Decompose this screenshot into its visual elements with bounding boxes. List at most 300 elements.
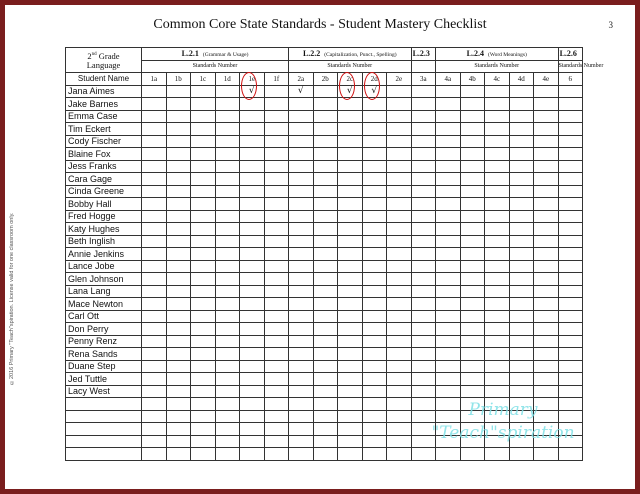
mastery-cell-2a[interactable]: [289, 223, 314, 236]
mastery-cell-1c[interactable]: [191, 323, 216, 336]
mastery-cell-3a[interactable]: [411, 310, 436, 323]
mastery-cell-3a[interactable]: [411, 198, 436, 211]
mastery-cell-4e[interactable]: [534, 435, 559, 448]
mastery-cell-1f[interactable]: [264, 285, 289, 298]
mastery-cell-1d[interactable]: [215, 160, 240, 173]
mastery-cell-6[interactable]: [558, 148, 583, 161]
mastery-cell-6[interactable]: [558, 185, 583, 198]
mastery-cell-4b[interactable]: [460, 423, 485, 436]
mastery-cell-4a[interactable]: [436, 160, 461, 173]
mastery-cell-1f[interactable]: [264, 210, 289, 223]
mastery-cell-1d[interactable]: [215, 448, 240, 461]
mastery-cell-2d[interactable]: [362, 98, 387, 111]
mastery-cell-4c[interactable]: [485, 98, 510, 111]
mastery-cell-1e[interactable]: [240, 448, 265, 461]
mastery-cell-1b[interactable]: [166, 398, 191, 411]
mastery-cell-6[interactable]: [558, 210, 583, 223]
mastery-cell-2a[interactable]: [289, 435, 314, 448]
mastery-cell-1c[interactable]: [191, 110, 216, 123]
mastery-cell-1f[interactable]: [264, 360, 289, 373]
mastery-cell-2a[interactable]: [289, 273, 314, 286]
mastery-cell-2d[interactable]: [362, 210, 387, 223]
mastery-cell-4a[interactable]: [436, 323, 461, 336]
mastery-cell-6[interactable]: [558, 273, 583, 286]
mastery-cell-4a[interactable]: [436, 373, 461, 386]
mastery-cell-1d[interactable]: [215, 248, 240, 261]
mastery-cell-1e[interactable]: [240, 360, 265, 373]
mastery-cell-1f[interactable]: [264, 335, 289, 348]
mastery-cell-4b[interactable]: [460, 335, 485, 348]
mastery-cell-2c[interactable]: [338, 448, 363, 461]
mastery-cell-1e[interactable]: [240, 373, 265, 386]
mastery-cell-4c[interactable]: [485, 135, 510, 148]
mastery-cell-4e[interactable]: [534, 85, 559, 98]
mastery-cell-4c[interactable]: [485, 198, 510, 211]
mastery-cell-1b[interactable]: [166, 448, 191, 461]
mastery-cell-1e[interactable]: [240, 210, 265, 223]
mastery-cell-6[interactable]: [558, 410, 583, 423]
mastery-cell-1a[interactable]: [142, 223, 167, 236]
mastery-cell-6[interactable]: [558, 298, 583, 311]
mastery-cell-1d[interactable]: [215, 423, 240, 436]
mastery-cell-2d[interactable]: [362, 273, 387, 286]
mastery-cell-1e[interactable]: [240, 160, 265, 173]
mastery-cell-4c[interactable]: [485, 360, 510, 373]
mastery-cell-2d[interactable]: [362, 435, 387, 448]
mastery-cell-2b[interactable]: [313, 335, 338, 348]
mastery-cell-4b[interactable]: [460, 398, 485, 411]
mastery-cell-1a[interactable]: [142, 398, 167, 411]
mastery-cell-1f[interactable]: [264, 123, 289, 136]
mastery-cell-2a[interactable]: [289, 210, 314, 223]
mastery-cell-2d[interactable]: [362, 310, 387, 323]
mastery-cell-3a[interactable]: [411, 235, 436, 248]
mastery-cell-1b[interactable]: [166, 185, 191, 198]
mastery-cell-4c[interactable]: [485, 310, 510, 323]
mastery-cell-4e[interactable]: [534, 235, 559, 248]
mastery-cell-1d[interactable]: [215, 385, 240, 398]
mastery-cell-2e[interactable]: [387, 248, 412, 261]
mastery-cell-1a[interactable]: [142, 373, 167, 386]
mastery-cell-2a[interactable]: [289, 260, 314, 273]
mastery-cell-2c[interactable]: [338, 248, 363, 261]
mastery-cell-6[interactable]: [558, 85, 583, 98]
mastery-cell-2e[interactable]: [387, 273, 412, 286]
mastery-cell-1b[interactable]: [166, 210, 191, 223]
mastery-cell-2a[interactable]: [289, 235, 314, 248]
mastery-cell-1d[interactable]: [215, 285, 240, 298]
mastery-cell-1b[interactable]: [166, 110, 191, 123]
mastery-cell-1b[interactable]: [166, 148, 191, 161]
mastery-cell-1e[interactable]: [240, 335, 265, 348]
mastery-cell-1c[interactable]: [191, 448, 216, 461]
mastery-cell-4d[interactable]: [509, 348, 534, 361]
mastery-cell-1e[interactable]: [240, 398, 265, 411]
mastery-cell-1f[interactable]: [264, 148, 289, 161]
mastery-cell-2c[interactable]: [338, 223, 363, 236]
mastery-cell-2b[interactable]: [313, 185, 338, 198]
mastery-cell-1f[interactable]: [264, 423, 289, 436]
mastery-cell-2c[interactable]: [338, 273, 363, 286]
mastery-cell-4e[interactable]: [534, 135, 559, 148]
mastery-cell-1e[interactable]: [240, 248, 265, 261]
mastery-cell-6[interactable]: [558, 135, 583, 148]
mastery-cell-2b[interactable]: [313, 423, 338, 436]
mastery-cell-2d[interactable]: [362, 235, 387, 248]
mastery-cell-1a[interactable]: [142, 110, 167, 123]
mastery-cell-4c[interactable]: [485, 410, 510, 423]
mastery-cell-4b[interactable]: [460, 373, 485, 386]
mastery-cell-1e[interactable]: [240, 348, 265, 361]
mastery-cell-2d[interactable]: [362, 298, 387, 311]
mastery-cell-2c[interactable]: [338, 348, 363, 361]
mastery-cell-4d[interactable]: [509, 398, 534, 411]
mastery-cell-2e[interactable]: [387, 310, 412, 323]
mastery-cell-1e[interactable]: [240, 260, 265, 273]
mastery-cell-6[interactable]: [558, 223, 583, 236]
mastery-cell-4a[interactable]: [436, 298, 461, 311]
mastery-cell-6[interactable]: [558, 423, 583, 436]
mastery-cell-4d[interactable]: [509, 448, 534, 461]
mastery-cell-3a[interactable]: [411, 260, 436, 273]
mastery-cell-1d[interactable]: [215, 435, 240, 448]
mastery-cell-1c[interactable]: [191, 398, 216, 411]
mastery-cell-4b[interactable]: [460, 298, 485, 311]
mastery-cell-2e[interactable]: [387, 398, 412, 411]
mastery-cell-4c[interactable]: [485, 435, 510, 448]
mastery-cell-1d[interactable]: [215, 173, 240, 186]
mastery-cell-1c[interactable]: [191, 223, 216, 236]
mastery-cell-2e[interactable]: [387, 148, 412, 161]
mastery-cell-4e[interactable]: [534, 273, 559, 286]
mastery-cell-4e[interactable]: [534, 323, 559, 336]
mastery-cell-2d[interactable]: [362, 335, 387, 348]
mastery-cell-2d[interactable]: [362, 160, 387, 173]
mastery-cell-4a[interactable]: [436, 210, 461, 223]
mastery-cell-2b[interactable]: [313, 435, 338, 448]
mastery-cell-2b[interactable]: [313, 285, 338, 298]
mastery-cell-1e[interactable]: [240, 198, 265, 211]
mastery-cell-1a[interactable]: [142, 98, 167, 111]
mastery-cell-4d[interactable]: [509, 323, 534, 336]
mastery-cell-2b[interactable]: [313, 210, 338, 223]
mastery-cell-4b[interactable]: [460, 173, 485, 186]
mastery-cell-4a[interactable]: [436, 223, 461, 236]
mastery-cell-2c[interactable]: [338, 135, 363, 148]
mastery-cell-4b[interactable]: [460, 273, 485, 286]
mastery-cell-4d[interactable]: [509, 310, 534, 323]
mastery-cell-4e[interactable]: [534, 348, 559, 361]
mastery-cell-1e[interactable]: [240, 123, 265, 136]
mastery-cell-1b[interactable]: [166, 85, 191, 98]
mastery-cell-4a[interactable]: [436, 173, 461, 186]
mastery-cell-4a[interactable]: [436, 423, 461, 436]
mastery-cell-1d[interactable]: [215, 298, 240, 311]
mastery-cell-2b[interactable]: [313, 260, 338, 273]
mastery-cell-4d[interactable]: [509, 123, 534, 136]
mastery-cell-2b[interactable]: [313, 85, 338, 98]
mastery-cell-2e[interactable]: [387, 423, 412, 436]
mastery-cell-1b[interactable]: [166, 435, 191, 448]
mastery-cell-6[interactable]: [558, 98, 583, 111]
mastery-cell-1e[interactable]: [240, 235, 265, 248]
mastery-cell-4d[interactable]: [509, 385, 534, 398]
mastery-cell-2c[interactable]: [338, 210, 363, 223]
mastery-cell-4b[interactable]: [460, 360, 485, 373]
mastery-cell-2d[interactable]: [362, 110, 387, 123]
mastery-cell-2e[interactable]: [387, 448, 412, 461]
mastery-cell-1d[interactable]: [215, 348, 240, 361]
mastery-cell-1c[interactable]: [191, 285, 216, 298]
mastery-cell-4b[interactable]: [460, 248, 485, 261]
mastery-cell-2c[interactable]: [338, 423, 363, 436]
mastery-cell-3a[interactable]: [411, 98, 436, 111]
mastery-cell-1a[interactable]: [142, 248, 167, 261]
mastery-cell-4d[interactable]: [509, 235, 534, 248]
mastery-cell-2b[interactable]: [313, 410, 338, 423]
mastery-cell-2d[interactable]: [362, 360, 387, 373]
mastery-cell-3a[interactable]: [411, 398, 436, 411]
mastery-cell-1a[interactable]: [142, 123, 167, 136]
mastery-cell-2a[interactable]: [289, 135, 314, 148]
mastery-cell-2a[interactable]: [289, 310, 314, 323]
mastery-cell-1c[interactable]: [191, 348, 216, 361]
mastery-cell-4b[interactable]: [460, 148, 485, 161]
mastery-cell-2d[interactable]: [362, 148, 387, 161]
mastery-cell-4a[interactable]: [436, 185, 461, 198]
mastery-cell-4d[interactable]: [509, 260, 534, 273]
mastery-cell-4d[interactable]: [509, 85, 534, 98]
mastery-cell-2e[interactable]: [387, 210, 412, 223]
mastery-cell-2e[interactable]: [387, 135, 412, 148]
mastery-cell-6[interactable]: [558, 360, 583, 373]
mastery-cell-4b[interactable]: [460, 435, 485, 448]
mastery-cell-4a[interactable]: [436, 235, 461, 248]
mastery-cell-2b[interactable]: [313, 310, 338, 323]
mastery-cell-1f[interactable]: [264, 160, 289, 173]
mastery-cell-3a[interactable]: [411, 273, 436, 286]
mastery-cell-2b[interactable]: [313, 98, 338, 111]
mastery-cell-2a[interactable]: [289, 298, 314, 311]
mastery-cell-1b[interactable]: [166, 310, 191, 323]
mastery-cell-3a[interactable]: [411, 123, 436, 136]
mastery-cell-1a[interactable]: [142, 423, 167, 436]
mastery-cell-1d[interactable]: [215, 373, 240, 386]
mastery-cell-4d[interactable]: [509, 185, 534, 198]
mastery-cell-3a[interactable]: [411, 148, 436, 161]
mastery-cell-2b[interactable]: [313, 198, 338, 211]
mastery-cell-6[interactable]: [558, 123, 583, 136]
mastery-cell-1d[interactable]: [215, 335, 240, 348]
mastery-cell-1f[interactable]: [264, 348, 289, 361]
mastery-cell-1d[interactable]: [215, 260, 240, 273]
mastery-cell-4b[interactable]: [460, 285, 485, 298]
mastery-cell-1b[interactable]: [166, 135, 191, 148]
mastery-cell-1e[interactable]: [240, 173, 265, 186]
mastery-cell-4e[interactable]: [534, 185, 559, 198]
mastery-cell-1f[interactable]: [264, 273, 289, 286]
mastery-cell-3a[interactable]: [411, 185, 436, 198]
mastery-cell-1f[interactable]: [264, 173, 289, 186]
mastery-cell-1e[interactable]: [240, 110, 265, 123]
mastery-cell-4c[interactable]: [485, 285, 510, 298]
mastery-cell-2a[interactable]: [289, 198, 314, 211]
mastery-cell-4d[interactable]: [509, 373, 534, 386]
mastery-cell-1d[interactable]: [215, 148, 240, 161]
mastery-cell-4e[interactable]: [534, 373, 559, 386]
mastery-cell-1e[interactable]: [240, 223, 265, 236]
mastery-cell-3a[interactable]: [411, 160, 436, 173]
mastery-cell-2d[interactable]: [362, 185, 387, 198]
mastery-cell-4a[interactable]: [436, 435, 461, 448]
mastery-cell-2c[interactable]: [338, 173, 363, 186]
mastery-cell-2b[interactable]: [313, 248, 338, 261]
mastery-cell-1f[interactable]: [264, 260, 289, 273]
mastery-cell-4c[interactable]: [485, 160, 510, 173]
mastery-cell-2a[interactable]: [289, 248, 314, 261]
mastery-cell-2b[interactable]: [313, 348, 338, 361]
mastery-cell-6[interactable]: [558, 173, 583, 186]
mastery-cell-2a[interactable]: [289, 110, 314, 123]
mastery-cell-4b[interactable]: [460, 235, 485, 248]
mastery-cell-4a[interactable]: [436, 360, 461, 373]
mastery-cell-3a[interactable]: [411, 373, 436, 386]
mastery-cell-1d[interactable]: [215, 185, 240, 198]
mastery-cell-4e[interactable]: [534, 335, 559, 348]
mastery-cell-2e[interactable]: [387, 373, 412, 386]
mastery-cell-1e[interactable]: [240, 148, 265, 161]
mastery-cell-4c[interactable]: [485, 248, 510, 261]
mastery-cell-2b[interactable]: [313, 235, 338, 248]
mastery-cell-1e[interactable]: [240, 423, 265, 436]
mastery-cell-1c[interactable]: [191, 173, 216, 186]
mastery-cell-6[interactable]: [558, 160, 583, 173]
mastery-cell-1c[interactable]: [191, 410, 216, 423]
mastery-cell-1c[interactable]: [191, 260, 216, 273]
mastery-cell-1a[interactable]: [142, 135, 167, 148]
mastery-cell-1c[interactable]: [191, 435, 216, 448]
mastery-cell-2e[interactable]: [387, 298, 412, 311]
mastery-cell-1b[interactable]: [166, 235, 191, 248]
mastery-cell-3a[interactable]: [411, 298, 436, 311]
mastery-cell-2b[interactable]: [313, 360, 338, 373]
mastery-cell-2c[interactable]: [338, 398, 363, 411]
mastery-cell-3a[interactable]: [411, 335, 436, 348]
mastery-cell-3a[interactable]: [411, 223, 436, 236]
mastery-cell-1a[interactable]: [142, 360, 167, 373]
mastery-cell-4c[interactable]: [485, 85, 510, 98]
mastery-cell-1e[interactable]: [240, 85, 265, 98]
mastery-cell-2d[interactable]: [362, 123, 387, 136]
mastery-cell-4c[interactable]: [485, 335, 510, 348]
mastery-cell-2c[interactable]: [338, 123, 363, 136]
mastery-cell-1c[interactable]: [191, 185, 216, 198]
mastery-cell-2d[interactable]: [362, 410, 387, 423]
mastery-cell-1d[interactable]: [215, 310, 240, 323]
mastery-cell-2e[interactable]: [387, 198, 412, 211]
mastery-cell-2a[interactable]: [289, 385, 314, 398]
mastery-cell-1a[interactable]: [142, 173, 167, 186]
mastery-cell-4e[interactable]: [534, 210, 559, 223]
mastery-cell-2a[interactable]: [289, 398, 314, 411]
mastery-cell-2c[interactable]: [338, 148, 363, 161]
mastery-cell-1c[interactable]: [191, 135, 216, 148]
mastery-cell-4a[interactable]: [436, 310, 461, 323]
mastery-cell-2d[interactable]: [362, 223, 387, 236]
mastery-cell-6[interactable]: [558, 385, 583, 398]
mastery-cell-3a[interactable]: [411, 448, 436, 461]
mastery-cell-6[interactable]: [558, 398, 583, 411]
mastery-cell-4d[interactable]: [509, 160, 534, 173]
mastery-cell-1a[interactable]: [142, 210, 167, 223]
mastery-cell-1b[interactable]: [166, 273, 191, 286]
mastery-cell-2c[interactable]: [338, 198, 363, 211]
mastery-cell-2c[interactable]: [338, 323, 363, 336]
mastery-cell-1b[interactable]: [166, 123, 191, 136]
mastery-cell-4c[interactable]: [485, 148, 510, 161]
mastery-cell-4a[interactable]: [436, 398, 461, 411]
mastery-cell-2a[interactable]: [289, 423, 314, 436]
mastery-cell-2e[interactable]: [387, 385, 412, 398]
mastery-cell-1a[interactable]: [142, 273, 167, 286]
mastery-cell-4b[interactable]: [460, 210, 485, 223]
mastery-cell-1b[interactable]: [166, 223, 191, 236]
mastery-cell-1c[interactable]: [191, 210, 216, 223]
mastery-cell-4b[interactable]: [460, 448, 485, 461]
mastery-cell-1d[interactable]: [215, 235, 240, 248]
mastery-cell-4a[interactable]: [436, 198, 461, 211]
mastery-cell-1c[interactable]: [191, 273, 216, 286]
mastery-cell-4b[interactable]: [460, 185, 485, 198]
mastery-cell-4a[interactable]: [436, 123, 461, 136]
mastery-cell-4a[interactable]: [436, 410, 461, 423]
mastery-cell-2c[interactable]: [338, 335, 363, 348]
mastery-cell-4d[interactable]: [509, 98, 534, 111]
mastery-cell-6[interactable]: [558, 248, 583, 261]
mastery-cell-2a[interactable]: [289, 448, 314, 461]
mastery-cell-4d[interactable]: [509, 135, 534, 148]
mastery-cell-3a[interactable]: [411, 385, 436, 398]
mastery-cell-6[interactable]: [558, 373, 583, 386]
mastery-cell-1c[interactable]: [191, 360, 216, 373]
mastery-cell-4b[interactable]: [460, 110, 485, 123]
mastery-cell-4e[interactable]: [534, 248, 559, 261]
mastery-cell-1b[interactable]: [166, 173, 191, 186]
mastery-cell-1e[interactable]: [240, 323, 265, 336]
mastery-cell-1f[interactable]: [264, 310, 289, 323]
mastery-cell-1f[interactable]: [264, 110, 289, 123]
mastery-cell-4e[interactable]: [534, 198, 559, 211]
mastery-cell-4c[interactable]: [485, 235, 510, 248]
mastery-cell-2d[interactable]: [362, 260, 387, 273]
mastery-cell-1f[interactable]: [264, 85, 289, 98]
mastery-cell-4d[interactable]: [509, 360, 534, 373]
mastery-cell-2c[interactable]: [338, 110, 363, 123]
mastery-cell-1a[interactable]: [142, 323, 167, 336]
mastery-cell-2c[interactable]: [338, 373, 363, 386]
mastery-cell-1c[interactable]: [191, 123, 216, 136]
mastery-cell-2a[interactable]: [289, 335, 314, 348]
mastery-cell-3a[interactable]: [411, 360, 436, 373]
mastery-cell-1d[interactable]: [215, 223, 240, 236]
mastery-cell-4c[interactable]: [485, 348, 510, 361]
mastery-cell-1c[interactable]: [191, 298, 216, 311]
mastery-cell-4a[interactable]: [436, 110, 461, 123]
mastery-cell-1e[interactable]: [240, 185, 265, 198]
mastery-cell-4c[interactable]: [485, 385, 510, 398]
mastery-cell-2d[interactable]: [362, 285, 387, 298]
mastery-cell-1a[interactable]: [142, 285, 167, 298]
